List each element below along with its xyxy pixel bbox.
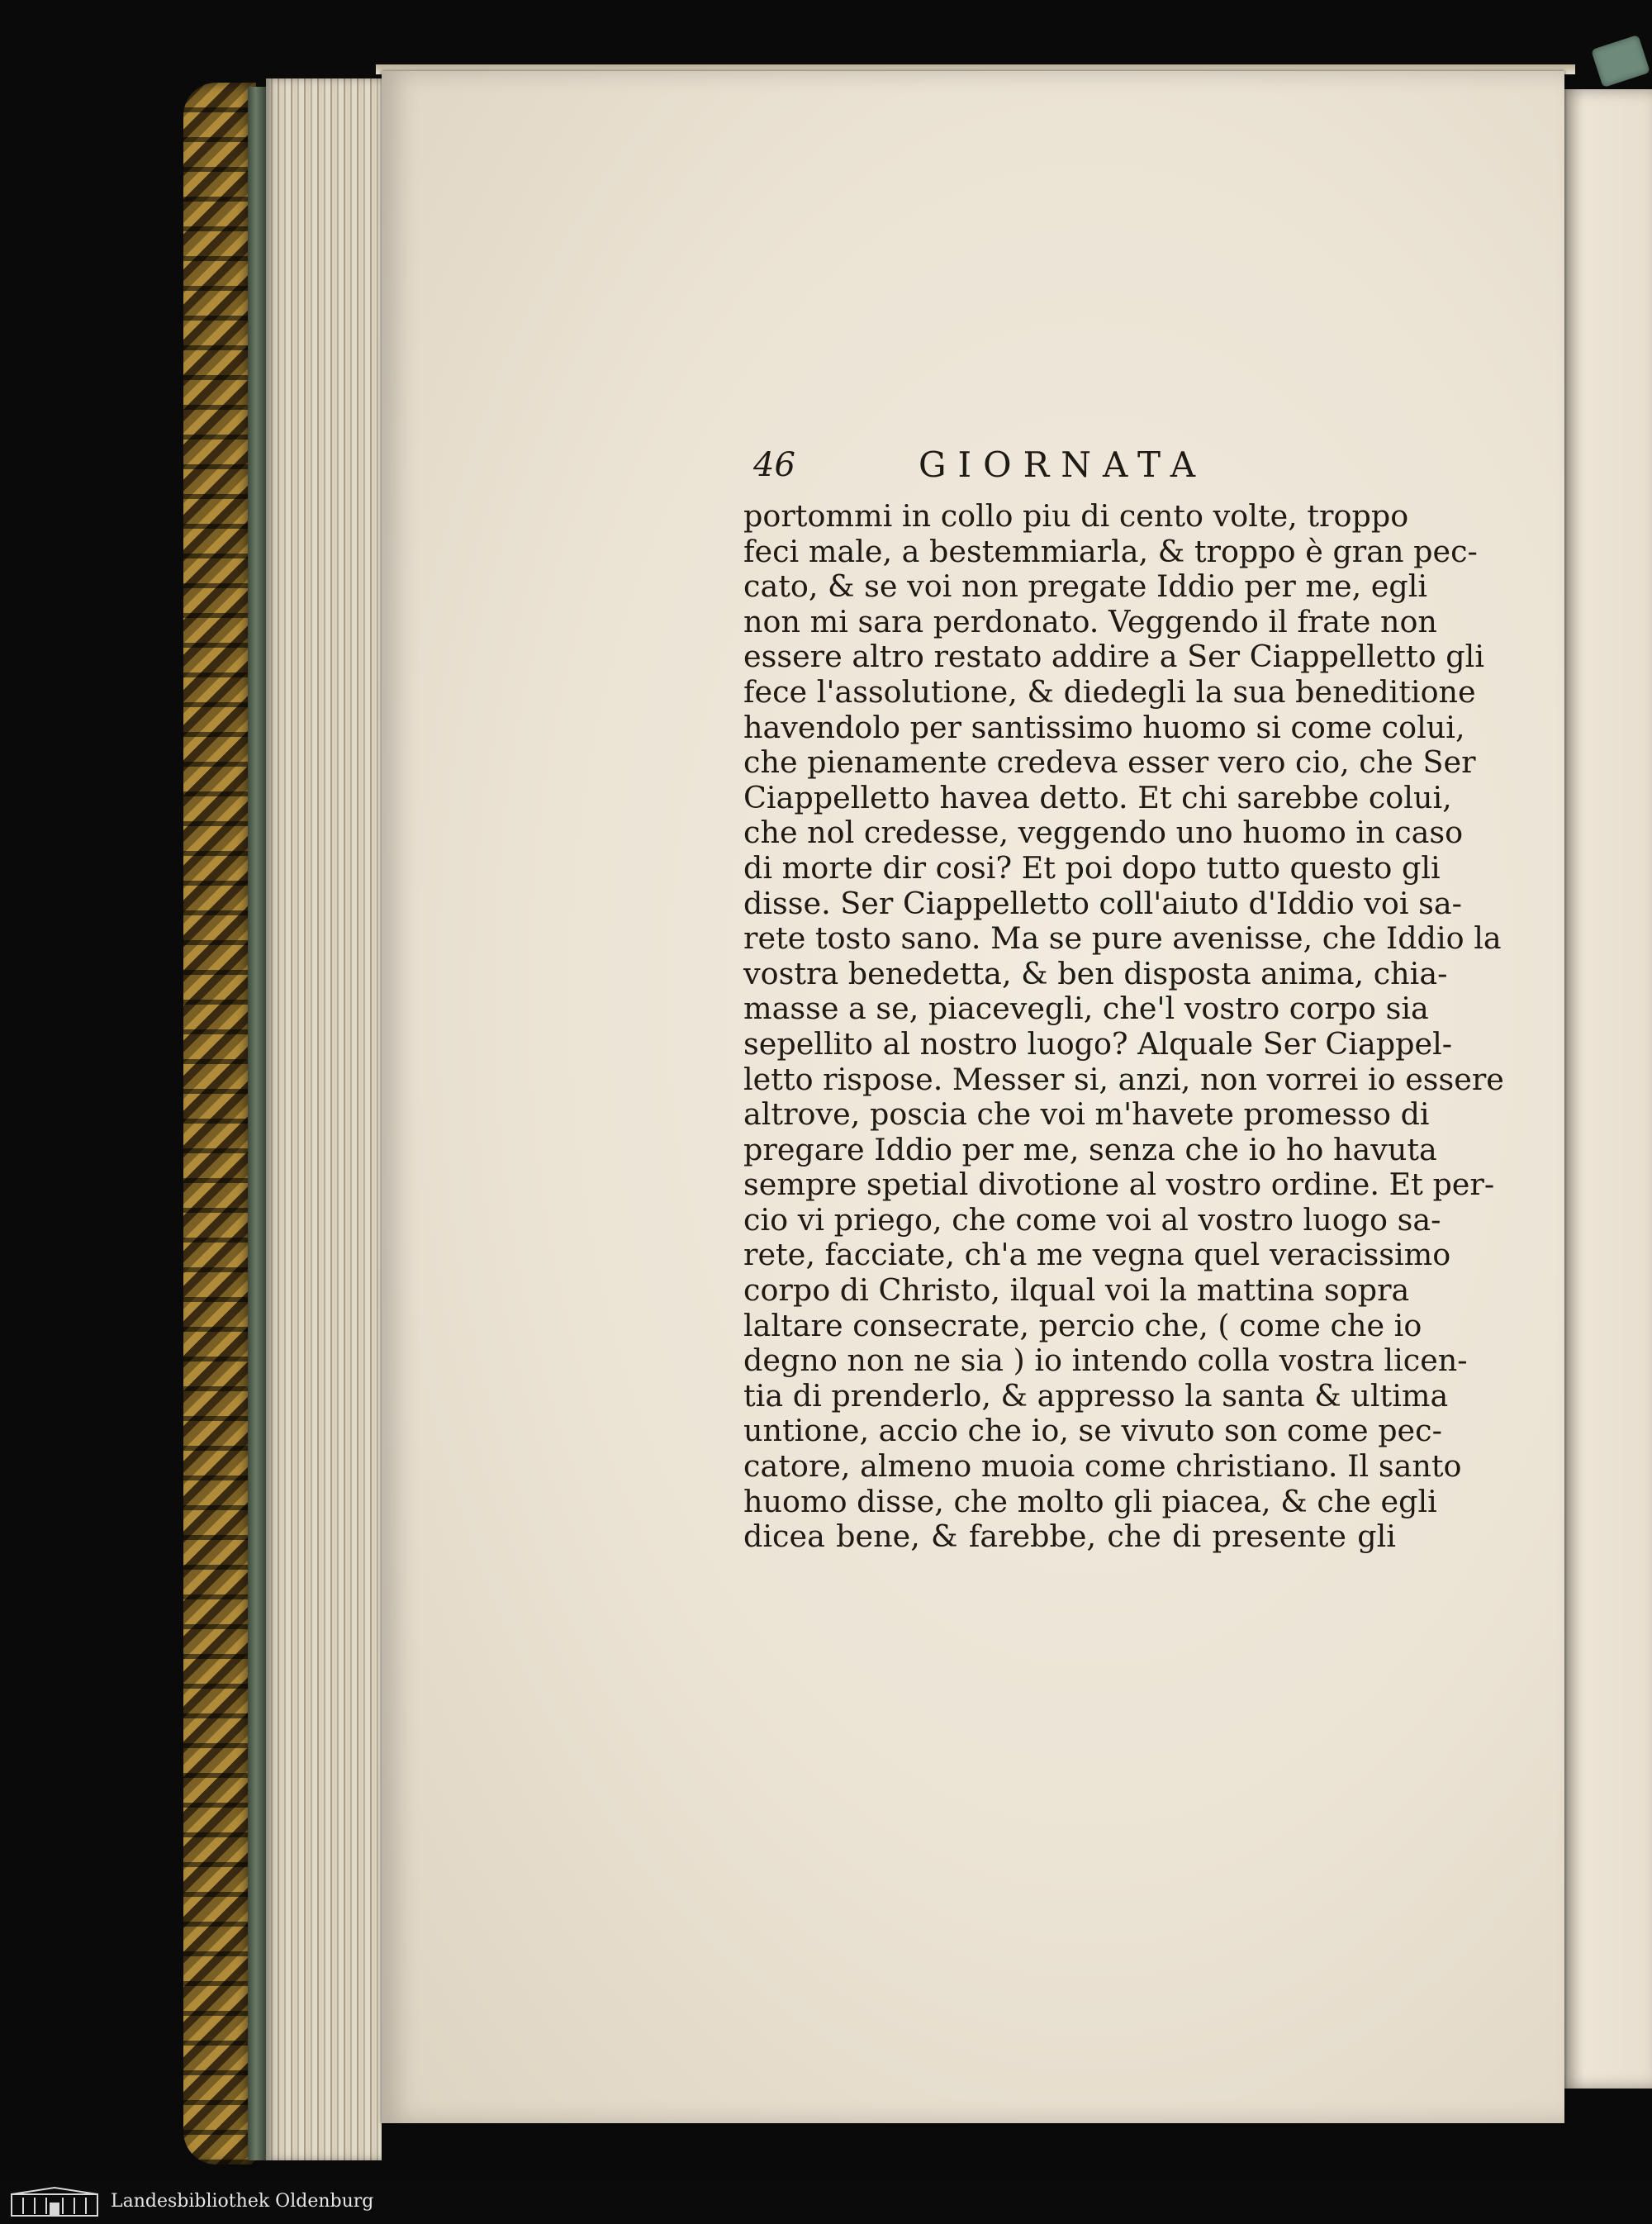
text-line: sempre spetial divotione al vostro ordine. Et per- — [743, 1167, 1495, 1203]
text-line: havendolo per santissimo huomo si come colui, — [743, 709, 1465, 745]
running-head-title: GIORNATA — [919, 444, 1208, 485]
page-stack-edge — [266, 78, 382, 2160]
text-line: pregare Iddio per me, senza che io ho havuta — [743, 1131, 1437, 1167]
text-line: rete tosto sano. Ma se pure avenisse, che Iddio la — [743, 920, 1502, 957]
library-building-icon — [8, 2186, 101, 2219]
text-line: vostra benedetta, & ben disposta anima, chia- — [743, 955, 1448, 991]
text-line: non mi sara perdonato. Veggendo il frate non — [743, 603, 1437, 639]
body-text — [743, 498, 1504, 1555]
text-line: huomo disse, che molto gli piacea, & che egli — [743, 1483, 1437, 1519]
text-line: tia di prenderlo, & appresso la santa & ultima — [743, 1377, 1449, 1414]
text-line: masse a se, piacevegli, che'l vostro corpo sia — [743, 991, 1429, 1027]
text-line: catore, almeno muoia come christiano. Il santo — [743, 1448, 1462, 1485]
text-line: che nol credesse, veggendo uno huomo in caso — [743, 815, 1464, 851]
text-line: altrove, poscia che voi m'havete promesso di — [743, 1096, 1430, 1133]
text-line: cio vi priego, che come voi al vostro luogo sa- — [743, 1201, 1441, 1238]
text-line: dicea bene, & farebbe, che di presente gli — [743, 1518, 1396, 1555]
text-line: laltare consecrate, percio che, ( come che io — [743, 1307, 1422, 1343]
text-line: corpo di Christo, ilqual voi la mattina sopra — [743, 1272, 1410, 1309]
text-line: letto rispose. Messer si, anzi, non vorrei io essere — [743, 1061, 1504, 1097]
text-line: sepellito al nostro luogo? Alquale Ser Ciappel- — [743, 1025, 1453, 1062]
running-head — [753, 446, 1378, 496]
facing-page-edge — [1561, 89, 1652, 2089]
text-line: disse. Ser Ciappelletto coll'aiuto d'Iddio voi sa- — [743, 885, 1462, 921]
decorated-spine — [183, 83, 256, 2165]
text-line: Ciappelletto havea detto. Et chi sarebbe colui, — [743, 779, 1452, 815]
text-line: rete, facciate, ch'a me vegna quel veracissimo — [743, 1237, 1451, 1273]
text-line: fece l'assolutione, & diedegli la sua beneditione — [743, 673, 1476, 710]
library-name: Landesbibliothek Oldenburg — [111, 2191, 374, 2212]
ribbon-tab — [1591, 35, 1650, 88]
text-line: portommi in collo piu di cento volte, troppo — [743, 498, 1409, 534]
text-line: essere altro restato addire a Ser Ciappelletto gli — [743, 639, 1484, 675]
text-line: che pienamente credeva esser vero cio, che Ser — [743, 744, 1476, 781]
footer-bar — [0, 2181, 1652, 2224]
text-line: cato, & se voi non pregate Iddio per me, egli — [743, 568, 1428, 605]
text-line: degno non ne sia ) io intendo colla vostra licen- — [743, 1342, 1468, 1379]
text-line: feci male, a bestemmiarla, & troppo è gran pec- — [743, 533, 1478, 569]
text-line: di morte dir cosi? Et poi dopo tutto questo gli — [743, 849, 1441, 886]
page-number: 46 — [753, 446, 795, 484]
text-line: untione, accio che io, se vivuto son come pec- — [743, 1413, 1442, 1449]
spine-band — [248, 87, 268, 2160]
